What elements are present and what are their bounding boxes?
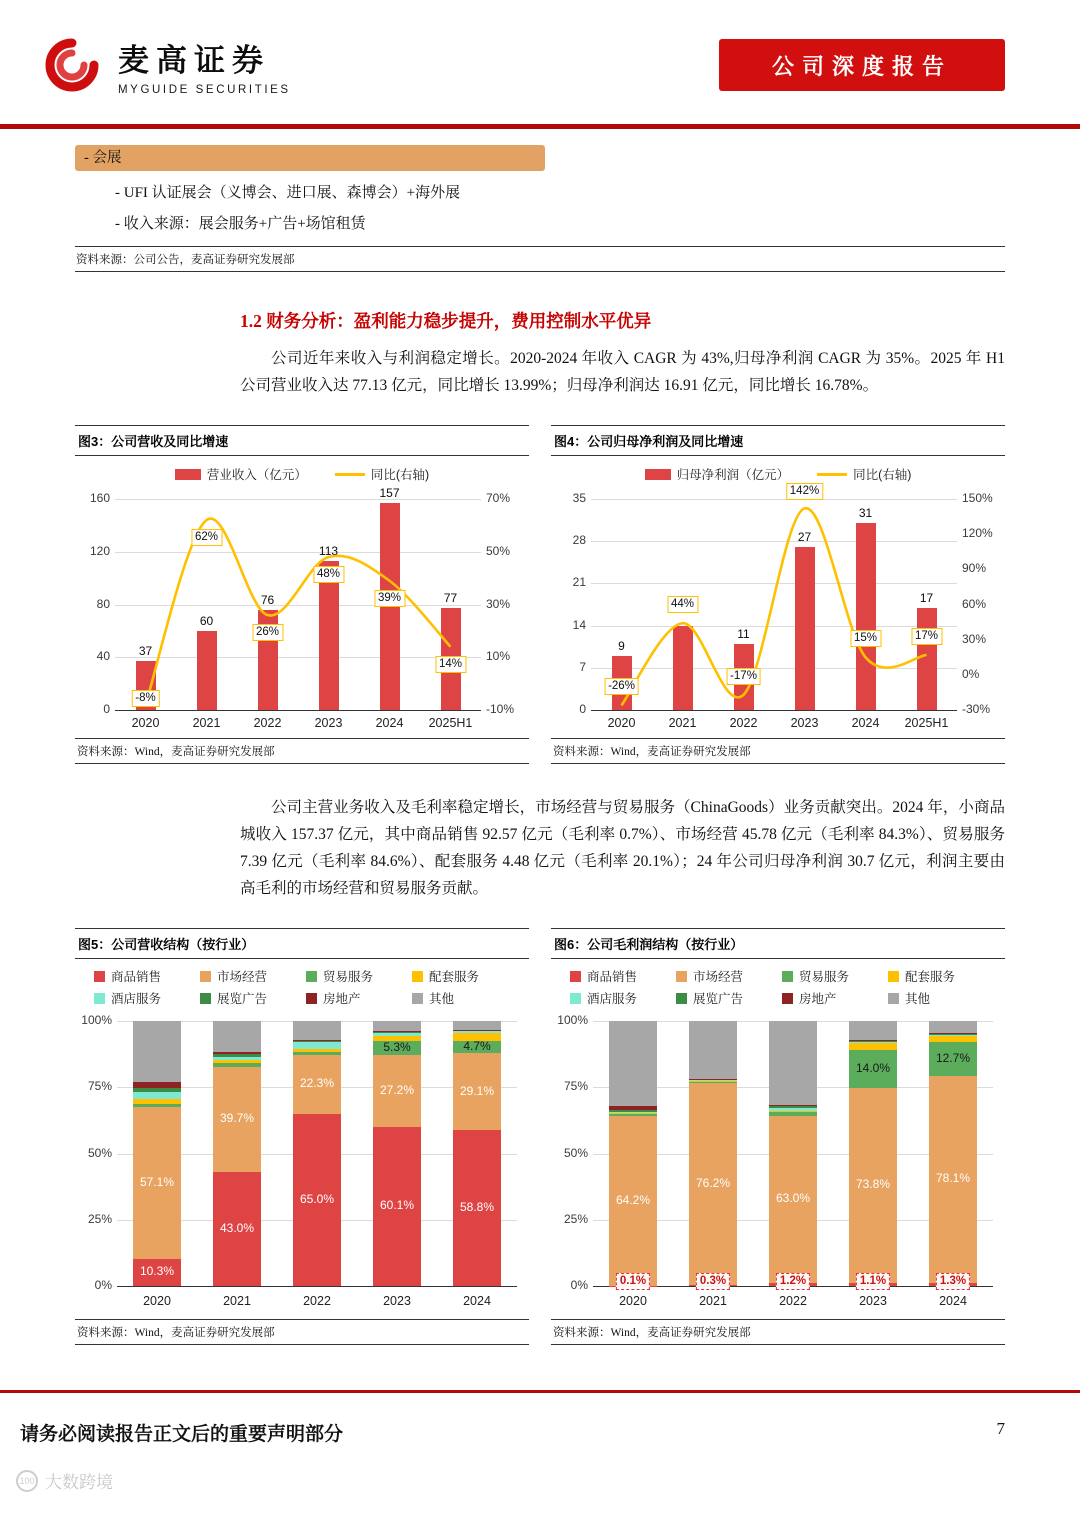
stack-segment <box>689 1081 737 1082</box>
y-axis-tick: 0% <box>94 1278 112 1292</box>
x-axis-label: 2022 <box>303 1294 331 1308</box>
stack-segment <box>133 1082 181 1088</box>
figure-title: 图4：公司归母净利润及同比增速 <box>551 425 1005 456</box>
line-value-label: -8% <box>131 690 159 707</box>
source-note: 资料来源：Wind，麦高证券研究发展部 <box>551 738 1005 764</box>
color-swatch <box>306 993 317 1004</box>
brand <box>40 33 291 97</box>
legend-label: 贸易服务 <box>323 970 374 984</box>
chart-plot-area <box>89 485 515 730</box>
stack-segment <box>213 1063 261 1067</box>
stack-segment <box>133 1021 181 1082</box>
y-axis-tick-right: 150% <box>962 491 993 505</box>
y-axis-tick-right: -30% <box>962 702 991 716</box>
x-axis-label: 2022 <box>729 716 758 730</box>
y-axis-tick: 25% <box>563 1211 588 1226</box>
bar-value-label: 31 <box>858 506 873 521</box>
x-axis-label: 2024 <box>375 716 404 730</box>
legend-item <box>335 465 429 483</box>
stack-segment <box>769 1105 817 1106</box>
bullet-highlight-bar: - 会展 <box>75 145 545 171</box>
segment-label: 10.3% <box>139 1264 175 1279</box>
brand-subtitle: MYGUIDE SECURITIES <box>118 83 291 96</box>
legend-item <box>888 989 986 1007</box>
stack-segment <box>609 1114 657 1116</box>
legend-label: 同比(右轴) <box>370 468 430 482</box>
figure-row-2 <box>75 928 1005 1345</box>
x-axis-label: 2024 <box>851 716 880 730</box>
color-swatch <box>645 469 671 480</box>
color-swatch <box>676 971 687 982</box>
line-value-label: 17% <box>911 628 942 645</box>
legend-label: 贸易服务 <box>799 970 850 984</box>
legend-label: 商品销售 <box>587 970 638 984</box>
y-axis-tick: 80 <box>96 596 110 611</box>
section-title: 1.2 财务分析：盈利能力稳步提升，费用控制水平优异 <box>240 311 652 331</box>
legend-item <box>200 967 298 985</box>
legend-label: 房地产 <box>799 992 837 1006</box>
exhibition-summary-block <box>75 145 1005 272</box>
y-axis-tick: 21 <box>572 575 586 590</box>
source-note: 资料来源：公司公告，麦高证券研究发展部 <box>75 246 1005 272</box>
bar-value-label: 9 <box>618 638 625 653</box>
legend-item <box>94 989 192 1007</box>
stack-segment <box>689 1079 737 1080</box>
x-axis-label: 2023 <box>790 716 819 730</box>
line-value-label: -26% <box>604 678 639 695</box>
figure-title: 图5：公司营收结构（按行业） <box>75 928 529 959</box>
chart-plot-area <box>572 485 993 730</box>
header <box>0 0 1080 124</box>
y-axis-tick-right: 70% <box>486 491 511 505</box>
x-axis-label: 2020 <box>619 1294 647 1308</box>
footer <box>0 1390 1080 1446</box>
line-value-label: 15% <box>850 630 881 647</box>
color-swatch <box>676 993 687 1004</box>
y-axis-tick: 35 <box>572 491 586 505</box>
header-divider <box>0 124 1080 129</box>
figure-revenue-structure <box>75 928 529 1345</box>
x-axis-label: 2021 <box>668 716 697 730</box>
stack-segment <box>849 1042 897 1043</box>
stack-segment <box>133 1104 181 1107</box>
stack-segment <box>293 1052 341 1054</box>
chart-legend <box>75 456 529 485</box>
legend-label: 酒店服务 <box>111 992 162 1006</box>
y-axis-tick: 40 <box>96 649 110 664</box>
segment-label: 29.1% <box>459 1083 495 1098</box>
legend-label: 房地产 <box>323 992 361 1006</box>
figure-title: 图3：公司营收及同比增速 <box>75 425 529 456</box>
y-axis-tick-right: 90% <box>962 561 987 576</box>
y-axis-tick: 120 <box>89 543 110 558</box>
paragraph-financial-growth: 公司近年来收入与利润稳定增长。2020-2024 年收入 CAGR 为 43%,归母净利润 CAGR 为 35%。2025 年 H1 公司营业收入达 77.13 亿元，同比增长 13.99%；归母净利润达 16.91 亿元，同比增长 16.78%。 <box>240 350 1005 394</box>
segment-label: 57.1% <box>139 1175 175 1190</box>
segment-label: 64.2% <box>615 1192 651 1207</box>
stack-segment <box>133 1092 181 1099</box>
stack-segment <box>293 1040 341 1041</box>
x-axis-label: 2024 <box>939 1294 967 1308</box>
bar-value-label: 77 <box>443 591 458 606</box>
stack-segment <box>689 1080 737 1081</box>
y-axis-tick: 75% <box>563 1079 588 1094</box>
legend-label: 其他 <box>429 992 455 1006</box>
ratio-label-boxed: 1.3% <box>936 1273 970 1290</box>
y-axis-tick-right: 10% <box>486 649 511 664</box>
line-value-label: 44% <box>667 596 698 613</box>
source-note: 资料来源：Wind，麦高证券研究发展部 <box>551 1319 1005 1345</box>
disclaimer-text: 请务必阅读报告正文后的重要声明部分 <box>20 1424 344 1445</box>
legend-item <box>306 967 404 985</box>
x-axis-label: 2020 <box>143 1294 171 1308</box>
legend-item <box>645 465 790 483</box>
legend-label: 营业收入（亿元） <box>206 468 307 482</box>
figure-row-1 <box>75 425 1005 764</box>
segment-label: 60.1% <box>379 1198 415 1213</box>
segment-label: 65.0% <box>299 1191 335 1206</box>
watermark-logo-icon: 100 <box>16 1470 38 1492</box>
stack-segment <box>769 1111 817 1113</box>
stack-segment <box>133 1099 181 1104</box>
legend-label: 酒店服务 <box>587 992 638 1006</box>
line-swatch <box>335 473 365 476</box>
x-axis-label: 2020 <box>131 716 160 730</box>
report-type-badge: 公司深度报告 <box>719 39 1005 91</box>
segment-label: 73.8% <box>855 1177 891 1192</box>
chart-plot-area <box>557 1013 993 1308</box>
figure-netprofit-growth <box>551 425 1005 764</box>
stack-segment <box>373 1032 421 1033</box>
segment-label: 76.2% <box>695 1176 731 1191</box>
color-swatch <box>412 971 423 982</box>
bar-value-label: 60 <box>199 613 214 628</box>
legend-item <box>782 967 880 985</box>
color-swatch <box>200 993 211 1004</box>
stack-segment <box>293 1040 341 1041</box>
stack-segment <box>609 1021 657 1106</box>
bullet-item-1: - UFI 认证展会（义博会、进口展、森博会）+海外展 <box>115 185 461 201</box>
trend-line <box>591 499 957 710</box>
x-axis-label: 2023 <box>314 716 343 730</box>
stack-segment <box>609 1106 657 1110</box>
y-axis-tick-right: 0% <box>962 666 980 681</box>
segment-label: 12.7% <box>935 1050 971 1065</box>
bar-value-label: 37 <box>138 644 153 659</box>
stack-segment <box>929 1034 977 1035</box>
line-value-label: 142% <box>786 483 823 500</box>
legend-item <box>817 465 911 483</box>
x-axis-label: 2025H1 <box>904 716 949 730</box>
bullet-item-2: - 收入来源：展会服务+广告+场馆租赁 <box>115 216 366 232</box>
color-swatch <box>94 971 105 982</box>
legend-label: 同比(右轴) <box>853 468 912 482</box>
line-value-label: 48% <box>313 566 344 583</box>
x-axis-label: 2022 <box>253 716 282 730</box>
stack-segment <box>769 1021 817 1105</box>
x-axis-label: 2021 <box>699 1294 727 1308</box>
color-swatch <box>570 993 581 1004</box>
source-note: 资料来源：Wind，麦高证券研究发展部 <box>75 1319 529 1345</box>
stack-segment <box>609 1112 657 1113</box>
brand-text <box>118 35 291 96</box>
legend-item <box>782 989 880 1007</box>
y-axis-tick: 0 <box>103 702 110 716</box>
stack-segment <box>213 1060 261 1063</box>
x-axis-label: 2024 <box>463 1294 491 1308</box>
stack-segment <box>373 1033 421 1036</box>
stack-segment <box>373 1021 421 1031</box>
color-swatch <box>412 993 423 1004</box>
line-value-label: 26% <box>252 624 283 641</box>
color-swatch <box>200 971 211 982</box>
x-axis-label: 2023 <box>383 1294 411 1308</box>
stack-segment <box>689 1079 737 1080</box>
bar-value-label: 17 <box>919 590 934 605</box>
legend-item <box>676 989 774 1007</box>
figure-revenue-growth <box>75 425 529 764</box>
y-axis-tick: 100% <box>81 1013 112 1027</box>
line-value-label: 14% <box>435 656 466 673</box>
myguide-logo-icon <box>40 33 104 97</box>
watermark-label: 大数跨境 <box>45 1473 113 1492</box>
y-axis-tick: 75% <box>87 1079 112 1094</box>
color-swatch <box>306 971 317 982</box>
legend-label: 展览广告 <box>217 992 268 1006</box>
y-axis-tick-right: -10% <box>486 702 515 716</box>
segment-label: 14.0% <box>855 1060 891 1075</box>
color-swatch <box>888 971 899 982</box>
y-axis-tick: 28 <box>572 533 586 548</box>
stack-segment <box>373 1031 421 1032</box>
stack-segment <box>453 1030 501 1031</box>
ratio-label-boxed: 1.2% <box>776 1273 810 1290</box>
stack-segment <box>609 1113 657 1114</box>
legend-label: 配套服务 <box>429 970 480 984</box>
stack-segment <box>929 1035 977 1036</box>
y-axis-tick: 100% <box>557 1013 588 1027</box>
stack-segment <box>849 1021 897 1040</box>
y-axis-tick: 25% <box>87 1211 112 1226</box>
legend-label: 商品销售 <box>111 970 162 984</box>
x-axis-label: 2020 <box>607 716 636 730</box>
segment-label: 58.8% <box>459 1200 495 1215</box>
stack-segment <box>213 1057 261 1060</box>
legend-label: 市场经营 <box>217 970 268 984</box>
legend-item <box>412 967 510 985</box>
y-axis-tick: 7 <box>579 659 586 674</box>
segment-label: 4.7% <box>463 1038 491 1053</box>
bar-value-label: 27 <box>797 530 812 545</box>
y-axis-tick: 0 <box>579 702 586 716</box>
stack-segment <box>453 1021 501 1030</box>
legend-item <box>306 989 404 1007</box>
legend-label: 市场经营 <box>693 970 744 984</box>
x-axis-label: 2022 <box>779 1294 807 1308</box>
x-axis-label: 2021 <box>192 716 221 730</box>
color-swatch <box>94 993 105 1004</box>
y-axis-tick: 160 <box>89 491 110 505</box>
segment-label: 43.0% <box>219 1221 255 1236</box>
stack-segment <box>133 1088 181 1093</box>
footer-row <box>0 1393 1080 1446</box>
legend-label: 其他 <box>905 992 931 1006</box>
stack-segment <box>293 1049 341 1052</box>
segment-label: 22.3% <box>299 1076 335 1091</box>
stack-segment <box>213 1052 261 1053</box>
stack-segment <box>689 1021 737 1079</box>
color-swatch <box>782 971 793 982</box>
line-swatch <box>817 473 847 476</box>
segment-label: 27.2% <box>379 1082 415 1097</box>
page-number: 7 <box>996 1419 1005 1438</box>
legend-label: 展览广告 <box>693 992 744 1006</box>
segment-label: 39.7% <box>219 1111 255 1126</box>
ratio-label-boxed: 0.3% <box>696 1273 730 1290</box>
stack-segment <box>293 1042 341 1049</box>
stack-segment <box>769 1108 817 1111</box>
stack-segment <box>769 1106 817 1108</box>
line-value-label: -17% <box>726 668 761 685</box>
color-swatch <box>782 993 793 1004</box>
ratio-label-boxed: 1.1% <box>856 1273 890 1290</box>
stack-segment <box>929 1021 977 1033</box>
chart-legend <box>551 959 1005 1011</box>
y-axis-tick: 50% <box>87 1145 112 1160</box>
trend-line <box>115 499 481 710</box>
bar-value-label: 157 <box>379 485 400 500</box>
color-swatch <box>888 993 899 1004</box>
bar-value-label: 11 <box>737 626 750 641</box>
ratio-label-boxed: 0.1% <box>616 1273 650 1290</box>
legend-item <box>94 967 192 985</box>
stack-segment <box>213 1021 261 1052</box>
stack-segment <box>849 1041 897 1042</box>
segment-label: 78.1% <box>935 1171 971 1186</box>
chart-legend <box>551 456 1005 485</box>
chart-plot-area <box>81 1013 517 1308</box>
y-axis-tick: 0% <box>570 1278 588 1292</box>
bar-value-label: 76 <box>260 592 275 607</box>
legend-item <box>175 465 307 483</box>
y-axis-tick-right: 60% <box>962 596 987 611</box>
paragraph-business-structure: 公司主营业务收入及毛利率稳定增长，市场经营与贸易服务（ChinaGoods）业务贡献突出。2024 年，小商品城收入 157.37 亿元，其中商品销售 92.57 亿元（毛利率 0.7%）、市场经营 45.78 亿元（毛利率 84.3%）、贸易服务 7.39 亿元（毛利率 84.6%）、配套服务 4.48 亿元（毛利率 20.1%）；24 年公司归母净利润 30.7 亿元，利润主要由高毛利的市场经营和贸易服务贡献。 <box>240 799 1005 897</box>
color-swatch <box>570 971 581 982</box>
y-axis-tick: 14 <box>572 617 586 632</box>
segment-label: 5.3% <box>383 1039 411 1054</box>
legend-item <box>570 967 668 985</box>
chart-legend <box>75 959 529 1011</box>
watermark <box>16 1468 113 1493</box>
legend-label: 归母净利润（亿元） <box>676 468 790 482</box>
y-axis-tick-right: 50% <box>486 543 511 558</box>
line-value-label: 39% <box>374 590 405 607</box>
stack-segment <box>453 1031 501 1033</box>
segment-label: 63.0% <box>775 1191 811 1206</box>
x-axis-label: 2021 <box>223 1294 251 1308</box>
legend-item <box>570 989 668 1007</box>
legend-label: 配套服务 <box>905 970 956 984</box>
brand-name: 麦高证券 <box>118 42 270 78</box>
stack-segment <box>769 1112 817 1115</box>
stack-segment <box>213 1054 261 1057</box>
legend-item <box>888 967 986 985</box>
x-axis-label: 2023 <box>859 1294 887 1308</box>
stack-segment <box>689 1082 737 1083</box>
y-axis-tick-right: 120% <box>962 526 993 541</box>
figure-grossprofit-structure <box>551 928 1005 1345</box>
y-axis-tick: 50% <box>563 1145 588 1160</box>
color-swatch <box>175 469 201 480</box>
stack-segment <box>849 1043 897 1050</box>
bar-value-label: 113 <box>318 543 339 558</box>
x-axis-label: 2025H1 <box>428 716 473 730</box>
legend-item <box>412 989 510 1007</box>
legend-item <box>200 989 298 1007</box>
figure-title: 图6：公司毛利润结构（按行业） <box>551 928 1005 959</box>
y-axis-tick-right: 30% <box>486 596 511 611</box>
source-note: 资料来源：Wind，麦高证券研究发展部 <box>75 738 529 764</box>
stack-segment <box>929 1036 977 1042</box>
stack-segment <box>609 1110 657 1112</box>
line-value-label: 62% <box>191 529 222 546</box>
y-axis-tick-right: 30% <box>962 631 987 646</box>
stack-segment <box>293 1021 341 1040</box>
legend-item <box>676 967 774 985</box>
